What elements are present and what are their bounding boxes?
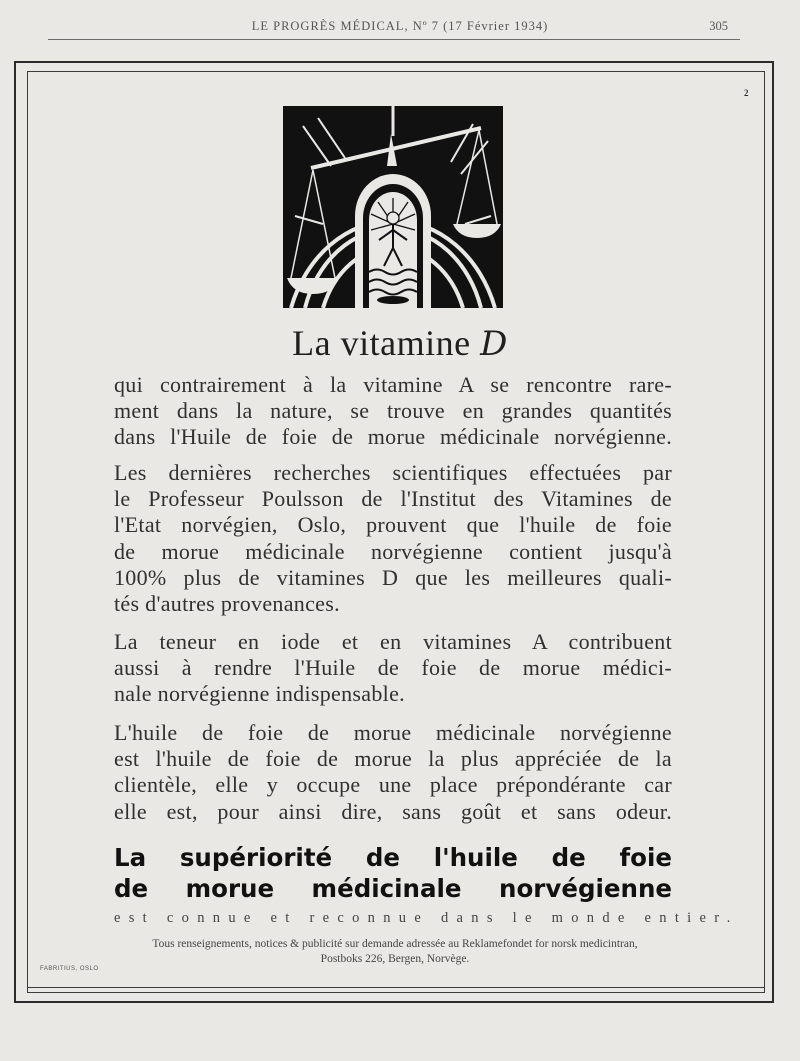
tagline: est connue et reconnue dans le monde entier.: [114, 910, 739, 926]
paragraph-line: elle est, pour ainsi dire, sans goût et sans odeur.: [114, 798, 672, 824]
paragraph-line: l'Etat norvégien, Oslo, prouvent que l'huile de foie: [114, 512, 672, 538]
paragraph-line: de morue médicinale norvégienne contient jusqu'à: [114, 538, 672, 564]
paragraph-line: L'huile de foie de morue médicinale norvégienne: [114, 720, 672, 745]
paragraph-line: est l'huile de foie de morue la plus appréciée de la: [114, 746, 672, 772]
contact-info: [100, 937, 690, 967]
ad-title-text: La vitamine: [292, 323, 471, 363]
running-header: [60, 19, 740, 41]
paragraph-line: La teneur en iode et en vitamines A contribuent: [114, 629, 672, 654]
slogan-line-2: de morue médicinale norvégienne: [114, 874, 672, 903]
contact-line-2: Postboks 226, Bergen, Norvège.: [320, 953, 470, 965]
paragraph-1: [114, 372, 672, 451]
slogan-line-1: La supériorité de l'huile de foie: [114, 843, 672, 872]
paragraph-line: dans l'Huile de foie de morue médicinale norvégienne.: [114, 424, 672, 450]
woodcut-illustration: [283, 106, 503, 308]
page-number: 305: [709, 19, 728, 33]
paragraph-3: [114, 629, 672, 708]
running-title: LE PROGRÈS MÉDICAL, Nº 7 (17 Février 1934): [251, 19, 549, 33]
paragraph-line: clientèle, elle y occupe une place prépondérante car: [114, 772, 672, 798]
paragraph-line: Les dernières recherches scientifiques effectuées par: [114, 460, 672, 485]
paragraph-line: aussi à rendre l'Huile de foie de morue médici-: [114, 655, 672, 681]
printer-imprint: FABRITIUS, OSLO: [40, 966, 99, 972]
paragraph-2: [114, 460, 672, 617]
paragraph-4: [114, 720, 672, 825]
paragraph-line: nale norvégienne indispensable.: [114, 681, 405, 707]
paragraph-line: qui contrairement à la vitamine A se rencontre rare-: [114, 372, 672, 397]
paragraph-line: ment dans la nature, se trouve en grandes quantités: [114, 398, 672, 424]
paragraph-line: tés d'autres provenances.: [114, 591, 340, 617]
ad-title: [0, 322, 800, 364]
paragraph-line: le Professeur Poulsson de l'Institut des Vitamines de: [114, 486, 672, 512]
contact-line-1: Tous renseignements, notices & publicité sur demande adressée au Reklamefondet for norsk medicintran,: [152, 938, 638, 950]
ad-title-letter: D: [480, 324, 508, 364]
advertisement-bottom-rule: [27, 987, 765, 988]
ad-number: 2: [744, 88, 749, 98]
header-rule: [48, 39, 740, 40]
paragraph-line: 100% plus de vitamines D que les meilleures quali-: [114, 564, 672, 590]
